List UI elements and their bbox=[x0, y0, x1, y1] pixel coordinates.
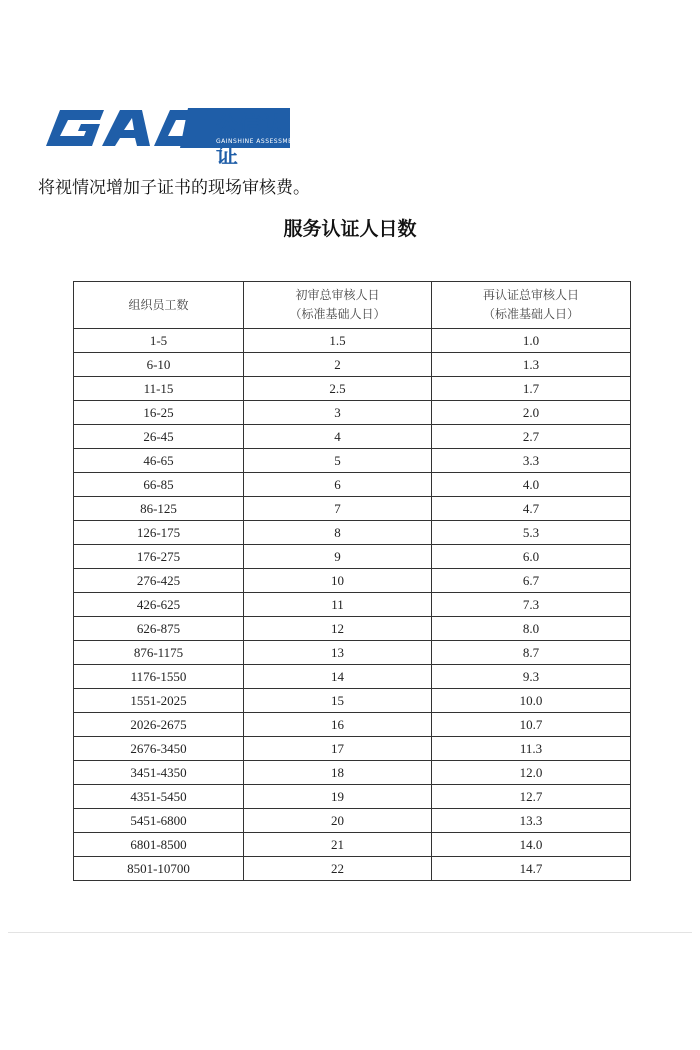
cell-recert-days: 10.7 bbox=[432, 713, 631, 737]
cell-recert-days: 9.3 bbox=[432, 665, 631, 689]
cell-employees: 876-1175 bbox=[74, 641, 244, 665]
cell-recert-days: 1.3 bbox=[432, 353, 631, 377]
cell-recert-days: 8.7 bbox=[432, 641, 631, 665]
table-row bbox=[74, 377, 631, 401]
cell-employees: 276-425 bbox=[74, 569, 244, 593]
table-row bbox=[74, 665, 631, 689]
page-divider bbox=[8, 932, 692, 933]
header-recert-line2: （标准基础人日） bbox=[482, 307, 579, 321]
cell-recert-days: 2.0 bbox=[432, 401, 631, 425]
page-title: 服务认证人日数 bbox=[283, 218, 417, 240]
header-initial-audit-line1: 初审总审核人日 bbox=[295, 288, 380, 302]
cell-recert-days: 6.7 bbox=[432, 569, 631, 593]
cell-employees: 5451-6800 bbox=[74, 809, 244, 833]
header-recert-line1: 再认证总审核人日 bbox=[482, 288, 579, 302]
cell-initial-days: 5 bbox=[244, 449, 432, 473]
cell-recert-days: 4.0 bbox=[432, 473, 631, 497]
cell-employees: 2026-2675 bbox=[74, 713, 244, 737]
header-employees bbox=[74, 282, 244, 329]
table-row bbox=[74, 593, 631, 617]
cell-recert-days: 7.3 bbox=[432, 593, 631, 617]
cell-employees: 176-275 bbox=[74, 545, 244, 569]
cell-initial-days: 22 bbox=[244, 857, 432, 881]
cell-initial-days: 16 bbox=[244, 713, 432, 737]
table-row bbox=[74, 329, 631, 353]
cell-initial-days: 21 bbox=[244, 833, 432, 857]
cell-recert-days: 3.3 bbox=[432, 449, 631, 473]
cell-employees: 66-85 bbox=[74, 473, 244, 497]
cell-initial-days: 2 bbox=[244, 353, 432, 377]
cell-initial-days: 9 bbox=[244, 545, 432, 569]
cell-recert-days: 12.0 bbox=[432, 761, 631, 785]
table-row bbox=[74, 569, 631, 593]
cell-recert-days: 5.3 bbox=[432, 521, 631, 545]
table-row bbox=[74, 425, 631, 449]
cell-employees: 4351-5450 bbox=[74, 785, 244, 809]
cell-employees: 1176-1550 bbox=[74, 665, 244, 689]
table-row bbox=[74, 737, 631, 761]
header-initial-audit-line2: （标准基础人日） bbox=[289, 307, 386, 321]
cell-recert-days: 1.0 bbox=[432, 329, 631, 353]
header-initial-audit bbox=[244, 282, 432, 329]
cell-initial-days: 14 bbox=[244, 665, 432, 689]
cell-employees: 16-25 bbox=[74, 401, 244, 425]
cell-recert-days: 2.7 bbox=[432, 425, 631, 449]
cell-employees: 3451-4350 bbox=[74, 761, 244, 785]
cell-initial-days: 4 bbox=[244, 425, 432, 449]
table-row bbox=[74, 809, 631, 833]
cell-initial-days: 3 bbox=[244, 401, 432, 425]
cell-initial-days: 6 bbox=[244, 473, 432, 497]
cell-initial-days: 20 bbox=[244, 809, 432, 833]
header-employees-label: 组织员工数 bbox=[128, 297, 189, 312]
cell-initial-days: 7 bbox=[244, 497, 432, 521]
cell-employees: 86-125 bbox=[74, 497, 244, 521]
cell-employees: 1551-2025 bbox=[74, 689, 244, 713]
table-row bbox=[74, 713, 631, 737]
table-row bbox=[74, 833, 631, 857]
table-row bbox=[74, 761, 631, 785]
cell-recert-days: 1.7 bbox=[432, 377, 631, 401]
cell-employees: 626-875 bbox=[74, 617, 244, 641]
cell-initial-days: 11 bbox=[244, 593, 432, 617]
cell-employees: 1-5 bbox=[74, 329, 244, 353]
cell-employees: 46-65 bbox=[74, 449, 244, 473]
cell-initial-days: 13 bbox=[244, 641, 432, 665]
table-row bbox=[74, 785, 631, 809]
logo-chinese-text: 公信认证 bbox=[216, 113, 286, 169]
cell-initial-days: 17 bbox=[244, 737, 432, 761]
cell-employees: 11-15 bbox=[74, 377, 244, 401]
cell-employees: 6801-8500 bbox=[74, 833, 244, 857]
cell-initial-days: 19 bbox=[244, 785, 432, 809]
cell-recert-days: 14.7 bbox=[432, 857, 631, 881]
cell-employees: 426-625 bbox=[74, 593, 244, 617]
cell-initial-days: 18 bbox=[244, 761, 432, 785]
cell-recert-days: 11.3 bbox=[432, 737, 631, 761]
cell-initial-days: 1.5 bbox=[244, 329, 432, 353]
header-recertification-audit bbox=[432, 282, 631, 329]
logo-english-text: GAINSHINE ASSESSMENT bbox=[216, 138, 302, 145]
cell-initial-days: 10 bbox=[244, 569, 432, 593]
table-row bbox=[74, 353, 631, 377]
table-row bbox=[74, 689, 631, 713]
cell-initial-days: 12 bbox=[244, 617, 432, 641]
cell-recert-days: 13.3 bbox=[432, 809, 631, 833]
table-row bbox=[74, 545, 631, 569]
audit-days-table bbox=[73, 281, 631, 881]
table-row bbox=[74, 497, 631, 521]
cell-recert-days: 8.0 bbox=[432, 617, 631, 641]
intro-text: 将视情况增加子证书的现场审核费。 bbox=[38, 178, 310, 198]
gac-logo bbox=[38, 98, 302, 169]
cell-recert-days: 12.7 bbox=[432, 785, 631, 809]
table-row bbox=[74, 473, 631, 497]
cell-recert-days: 14.0 bbox=[432, 833, 631, 857]
table-row bbox=[74, 521, 631, 545]
table-row bbox=[74, 641, 631, 665]
cell-initial-days: 2.5 bbox=[244, 377, 432, 401]
table-header-row bbox=[74, 282, 631, 329]
cell-employees: 26-45 bbox=[74, 425, 244, 449]
cell-initial-days: 8 bbox=[244, 521, 432, 545]
cell-recert-days: 10.0 bbox=[432, 689, 631, 713]
table-row bbox=[74, 857, 631, 881]
cell-recert-days: 4.7 bbox=[432, 497, 631, 521]
table-row bbox=[74, 617, 631, 641]
cell-employees: 126-175 bbox=[74, 521, 244, 545]
table-row bbox=[74, 401, 631, 425]
cell-employees: 8501-10700 bbox=[74, 857, 244, 881]
cell-recert-days: 6.0 bbox=[432, 545, 631, 569]
table-row bbox=[74, 449, 631, 473]
cell-initial-days: 15 bbox=[244, 689, 432, 713]
cell-employees: 6-10 bbox=[74, 353, 244, 377]
table-body bbox=[74, 329, 631, 881]
cell-employees: 2676-3450 bbox=[74, 737, 244, 761]
